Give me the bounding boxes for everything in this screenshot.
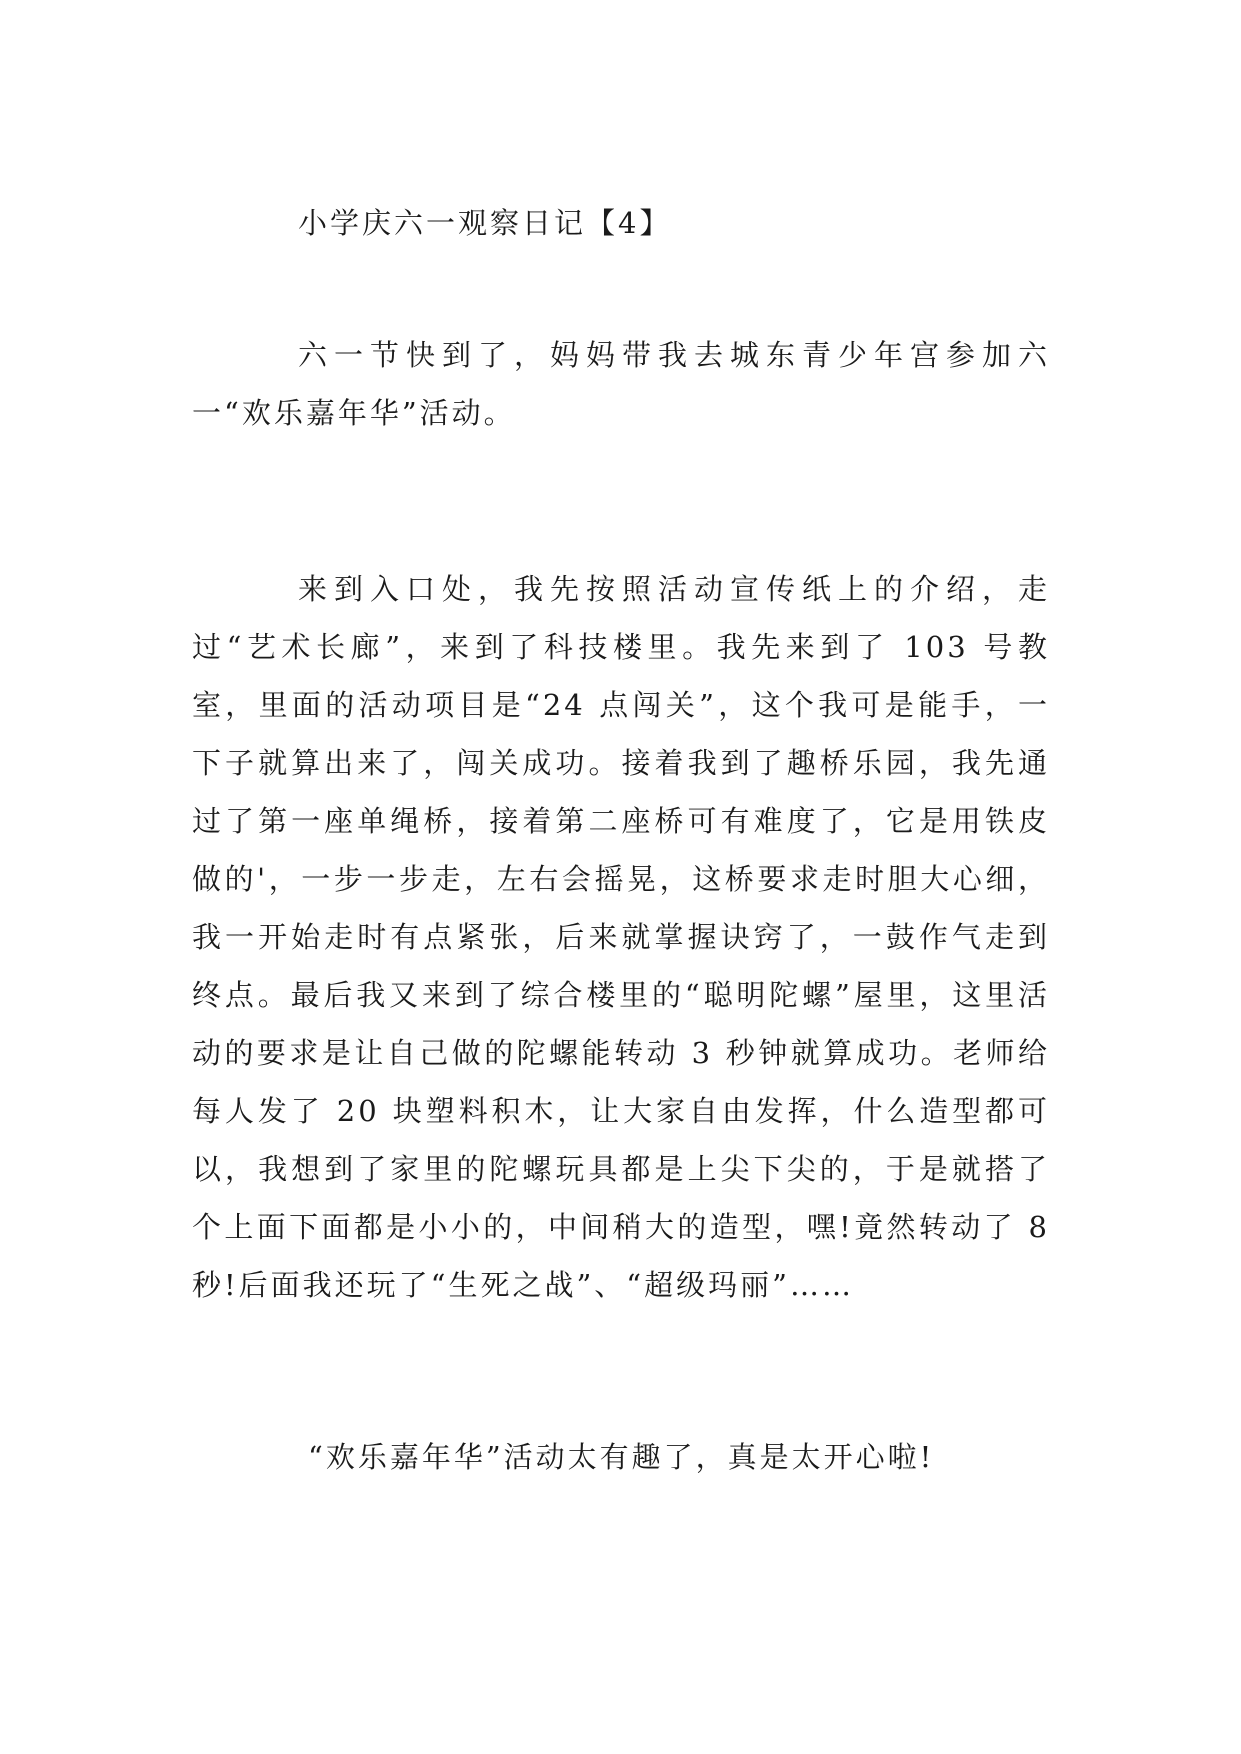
paragraph-conclusion: “欢乐嘉年华”活动太有趣了，真是太开心啦! [308, 1440, 935, 1474]
paragraph-intro: 六一节快到了，妈妈带我去城东青少年宫参加六一“欢乐嘉年华”活动。 [192, 338, 1050, 430]
paragraph-activities: 来到入口处，我先按照活动宣传纸上的介绍，走过“艺术长廊”，来到了科技楼里。我先来到了 103 号教室，里面的活动项目是“24 点闯关”，这个我可是能手，一下子就算出来了，闯关成功。接着我到了趣桥乐园，我先通过了第一座单绳桥，接着第二座桥可有难度了，它是用铁皮做的'，一步一步走，左右会摇晃，这桥要求走时胆大心细，我一开始走时有点紧张，后来就掌握诀窍了，一鼓作气走到终点。最后我又来到了综合楼里的“聪明陀螺”屋里，这里活动的要求是让自己做的陀螺能转动 3 秒钟就算成功。老师给每人发了 20 块塑料积木，让大家自由发挥，什么造型都可以，我想到了家里的陀螺玩具都是上尖下尖的，于是就搭了个上面下面都是小小的，中间稍大的造型，嘿!竟然转动了 8 秒!后面我还玩了“生死之战”、“超级玛丽”…… [192, 572, 1050, 1302]
document-title: 小学庆六一观察日记【4】 [298, 206, 672, 240]
